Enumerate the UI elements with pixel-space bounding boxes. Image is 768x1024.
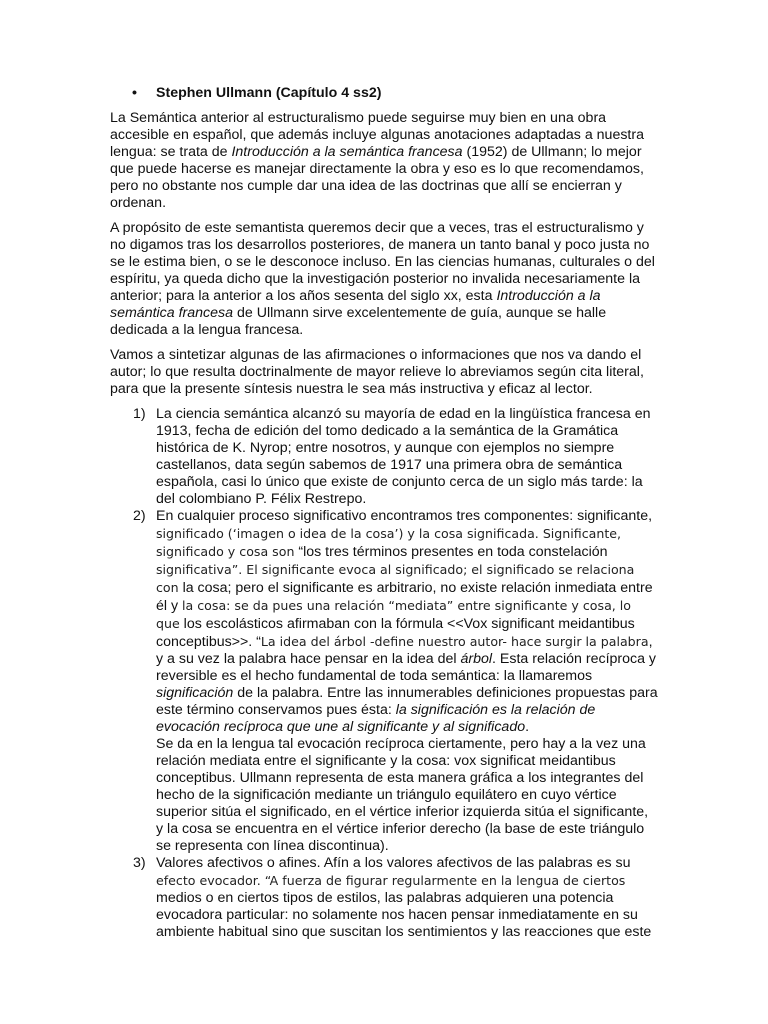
paragraph-2-text-a: A propósito de este semantista queremos decir que a veces, tras el estructuralismo y no digamos tras los desarrollos posteriores, de manera un tanto banal y poco justa no se le estima bien, o se le desconoce incluso. En las ciencias humanas, culturales o del espíritu, ya queda dicho que la investigación posterior no invalida necesariamente la anterior; para la anterior a los años sesenta del siglo xx, esta — [110, 220, 655, 304]
item-2-continuation: Se da en la lengua tal evocación recíproca ciertamente, pero hay a la vez una relación mediata entre el significante y la cosa: vox significat meidantibus conceptibus. Ullmann representa de esta manera gráfica a los integrantes del hecho de la significación mediante un triángulo equilátero en cuyo vértice superior sitúa el significado, en el vértice inferior izquierda sitúa el significante, y la cosa se encuentra en el vértice inferior derecho (la base de este triángulo se representa con línea discontinua). — [156, 736, 649, 854]
item-3-text-a: Valores afectivos o afines. Afín a los valores afectivos de las palabras es su — [156, 855, 631, 871]
paragraph-2 — [110, 220, 658, 339]
list-item — [110, 855, 658, 941]
paragraph-2-text-c: de Ullmann sirve excelentemente de guía, aunque se halle dedicada a la lengua francesa. — [110, 305, 607, 338]
list-item — [110, 508, 658, 855]
item-2-italic-significacion: significación — [156, 685, 234, 701]
item-2-text-c: “los tres términos presentes en toda constelación — [294, 544, 608, 560]
heading-text: Stephen Ullmann (Capítulo 4 ss2) — [156, 85, 382, 101]
item-2-text-e: la cosa; pero el significante es arbitrario, no existe relación inmediata entre él y — [156, 580, 653, 614]
item-2-text-k: . Esta relación recíproca y reversible es el hecho fundamental de toda semántica: la llamaremos — [156, 651, 657, 684]
item-2-italic-definition: la significación es la relación de evocación recíproca que une al significante y al significado — [156, 702, 596, 735]
item-2-text-m: de la palabra. Entre las innumerables definiciones propuestas para este término conservamos pues ésta: — [156, 685, 658, 718]
item-3-text-b: efecto evocador. “A fuerza de figurar regularmente en la lengua de ciertos — [156, 873, 626, 888]
paragraph-1 — [110, 110, 658, 212]
paragraph-1-text-c: (1952) de Ullmann; lo mejor que puede hacerse es manejar directamente la obra y eso es lo que recomendamos, pero no obstante nos cumple dar una idea de las doctrinas que allí se encierran y ordenan. — [110, 144, 644, 211]
item-2-text-h: La idea del árbol -define nuestro autor- hace surgir la palabra — [260, 634, 649, 649]
item-2-text-i: , y a su vez la palabra hace pensar en la idea del — [156, 634, 653, 667]
numbered-list — [110, 406, 658, 941]
bullet-icon: • — [132, 85, 137, 101]
list-number: 1) — [133, 406, 146, 422]
item-2-text-b: significado (‘imagen o idea de la cosa’) y la cosa significada. Significante, significado y cosa son — [156, 526, 622, 559]
item-3-text-c: medios o en ciertos tipos de estilos, las palabras adquieren una potencia evocadora particular: no solamente nos hacen pensar inmediatamente en su ambiente habitual sino que suscitan los sentimientos y las reacciones que este — [156, 890, 652, 940]
book-title-italic: Introducción a la semántica francesa — [110, 288, 601, 321]
list-number: 3) — [133, 855, 146, 871]
item-2-italic-arbol: árbol — [460, 651, 493, 667]
item-2-text-g: los escolásticos afirmaban con la fórmula <<Vox significant meidantibus conceptibus>>. “ — [156, 616, 635, 650]
item-2-text-f: la cosa: se da pues una relación “mediata” entre significante y cosa, lo que — [156, 598, 631, 631]
list-number: 2) — [133, 508, 146, 524]
item-2-text-o: . — [525, 719, 530, 735]
book-title-italic: Introducción a la semántica francesa — [231, 144, 463, 160]
list-item-text: La ciencia semántica alcanzó su mayoría de edad en la lingüística francesa en 1913, fecha de edición del tomo dedicado a la semántica de la Gramática histórica de K. Nyrop; entre nosotros, y aunque con ejemplos no siempre castellanos, data según sabemos de 1917 una primera obra de semántica española, casi lo único que existe de conjunto cerca de un siglo más tarde: la del colombiano P. Félix Restrepo. — [156, 406, 651, 507]
item-2-text-d: significativa”. El significante evoca al significado; el significado se relaciona con — [156, 562, 635, 595]
item-2-text-a: En cualquier proceso significativo encontramos tres componentes: significante, — [156, 508, 653, 524]
list-item — [110, 406, 658, 508]
section-heading — [110, 85, 658, 102]
paragraph-3: Vamos a sintetizar algunas de las afirmaciones o informaciones que nos va dando el autor; lo que resulta doctrinalmente de mayor relieve lo abreviamos según cita literal, para que la presente síntesis nuestra le sea más instructiva y eficaz al lector. — [110, 347, 644, 397]
paragraph-1-text-a: La Semántica anterior al estructuralismo puede seguirse muy bien en una obra accesible en español, que además incluye algunas anotaciones adaptadas a nuestra lengua: se trata de — [110, 110, 644, 160]
